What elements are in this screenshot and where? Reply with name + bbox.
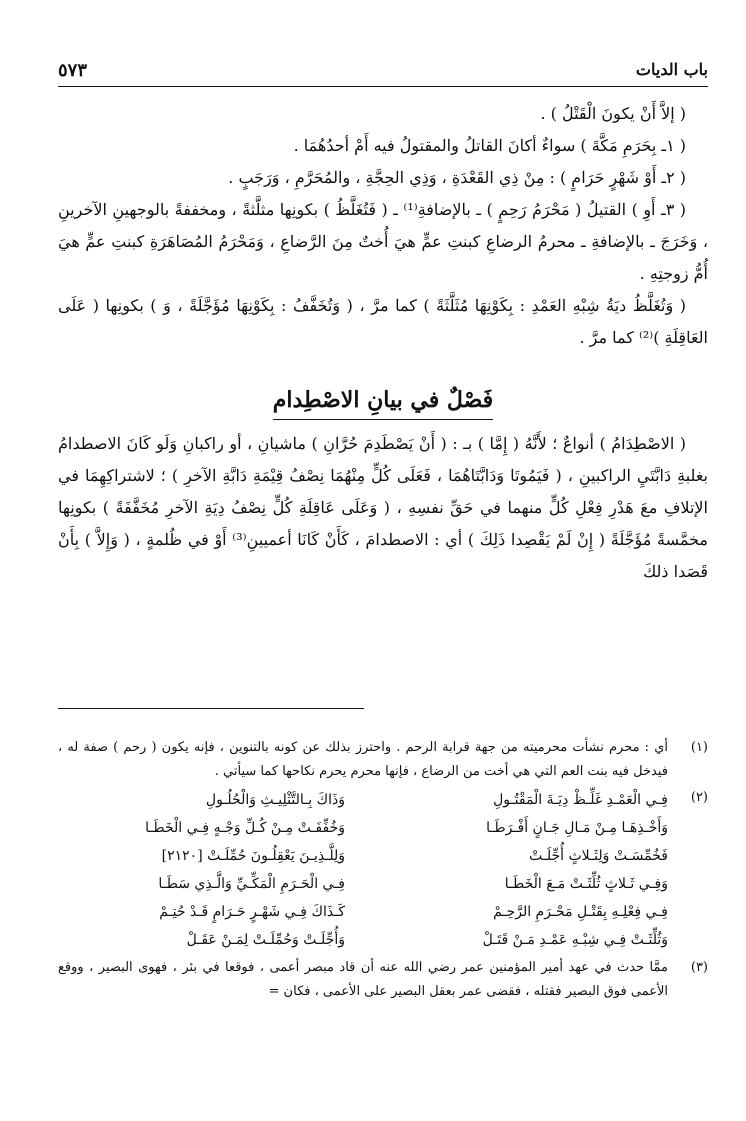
book-page	[58, 56, 709, 999]
poem-hemistich: فِـي فِعْلِـهِ بِقَتْـلِ مَحْـرَمِ الرَّحِـمْ	[493, 904, 668, 920]
footnote-text: أي : محرم نشأت محرميته من جهة قرابة الرحم . واحترز بذلك عن كونه بالتنوين ، فإنه يكون ( رحم ) صفة له ، فيدخل فيه بنت العم التي هي أخت من الرضاع ، فإنها محرم يحرم نكاحها كما سيأتي .	[58, 740, 668, 779]
footnotes	[58, 736, 708, 1004]
chapter-title: باب الديات	[635, 60, 708, 79]
footnote-1	[58, 736, 708, 784]
poem-hemistich: كَـذَاكَ فِـي شَهْـرٍ حَـرَامٍ قَـدْ حُتِـمْ	[159, 904, 345, 920]
footnote-text: ممَّا حدث في عهد أمير المؤمنين عمر رضي الله عنه أن قاد مبصر أعمى ، فوقعا في بئر ، فهوى البصير ، ووقع الأعمى فوق البصير فقتله ، فقضى عمر بعقل البصير على الأعمى ، فكان =	[58, 960, 668, 999]
header-rule	[58, 86, 708, 87]
poem-hemistich: وَأَخْـذِهَـا مِـنْ مَـالِ جَـانٍ أَفْـرَطَـا	[486, 820, 668, 836]
paragraph: ( إلاَّ أَنْ يكونَ الْقَتْلُ ) .	[540, 104, 686, 123]
poem-hemistich: وَلِلَّـذِيـنَ يَعْقِلُـونَ حُمِّلَـتْ [٢١٢٠]	[161, 848, 345, 864]
footnote-number: (١)	[690, 740, 708, 755]
page-header	[58, 56, 708, 86]
footnote-number: (٣)	[690, 960, 708, 975]
footnote-number: (٢)	[690, 790, 708, 805]
poem-hemistich: فِـي الْحَـرَمِ الْمَكِّـيِّ وَالَّـذِي سَطَـا	[158, 876, 345, 892]
section-heading-text: فَصْلٌ في بيانِ الاصْطِدام	[273, 387, 493, 420]
poem-hemistich: وَثُلِّثَـتْ فِـي شِبْـهِ عَمْـدِ مَـنْ قَتَـلْ	[482, 932, 668, 948]
paragraph: ( وَتُغَلَّظُ ديَةُ شِبْهِ العَمْدِ : بِكَوْنِهَا مُثَلَّثَةً ) كما مرَّ ، ( وَتُخَفَّفُ : بِكَوْنِهَا مُؤَجَّلَةً ، وَ ) بكونِها ( عَلَى العَاقِلَةِ )⁽²⁾ كما مرَّ .	[58, 296, 708, 347]
paragraph: ( ٣ـ أَوِ ) القتيلُ ( مَحْرَمُ رَحِمٍ ) ـ بالإضافةِ⁽¹⁾ ـ ( فَتُغَلَّظُ ) بكونِها مثلَّثةً ، ومخففةً بالوجهينِ الآخرينِ ، وَخَرَجَ ـ بالإضافةِ ـ محرمُ الرضاعِ كبنتِ عمٍّ هيَ أُختٌ مِنَ الرَّضاعِ ، وَمَحْرَمُ المُصَاهَرَةِ كبنتِ عمٍّ هيَ أُمُّ زوجتِهِ .	[58, 200, 708, 283]
footnote-separator	[58, 708, 364, 709]
poem-hemistich: وَفِـي ثَـلاثٍ ثُلِّثَـتْ مَـعَ الْخَطَـا	[504, 876, 668, 892]
paragraph: ( ١ـ بِحَرَمِ مَكَّةَ ) سواءٌ أكانَ القاتلُ والمقتولُ فيه أَمْ أحدُهُمَا .	[293, 136, 686, 155]
footnote-2	[58, 786, 708, 954]
poem-hemistich: وَأُجِّلَـتْ وَحُمِّلَـتْ لِمَـنْ عَقَـلْ	[186, 932, 345, 948]
section-paragraph: ( الاصْطِدَامُ ) أنواعٌ ؛ لأَنَّهُ ( إِمَّا ) بـ : ( أَنْ يَصْطَدِمَ حُرَّانِ ) ماشيانِ ، أو راكبانِ وَلَو كَانَ الاصطدامُ بغلبةِ دَابَّتَيِ الراكبينِ ، ( فَيَمُوتَا وَدَابَّتَاهُمَا ، فَعَلَى كُلٍّ مِنْهُمَا نِصْفُ قِيْمَةِ دَابَّةِ الآخرِ ) ؛ لاشتراكِهِمَا في الإتلافِ معَ هَدْرِ فِعْلِ كُلٍّ منهما في حَقِّ نفسِهِ ، ( وَعَلَى عَاقِلَةِ كُلٍّ نِصْفُ دِيَةِ الآخرِ مُخَفَّفَةً ) بكونِها مخمَّسةً مُؤَجَّلَةً ( إِنْ لَمْ يَقْصِدا ذَلِكَ ) أي : الاصطدامَ ، كَأَنْ كَانَا أعميينِ⁽³⁾ أَوْ في ظُلمةٍ ، ( وَإِلاَّ ) بِأَنْ قَصَدا ذلكَ	[58, 434, 709, 581]
poem-hemistich: فَخُمِّسَـتْ وَلِثَـلاثٍ أُجِّلَـتْ	[529, 848, 668, 864]
page-number: ٥٧٣	[58, 60, 88, 81]
main-text	[58, 98, 708, 588]
poem-hemistich: فِـي الْعَمْـدِ غَلِّـظْ دِيَـةَ الْمَقْتُـولِ	[493, 792, 668, 808]
poem-hemistich: وَذَاكَ بِـالتَّثْلِيـثِ وَالْحُلُـولِ	[205, 792, 345, 808]
paragraph: ( ٢ـ أَوْ شَهْرٍ حَرَامٍ ) : مِنْ ذِي القَعْدَةِ ، وَذِي الحِجَّةِ ، والمُحَرَّمِ ، وَرَجَبٍ .	[228, 168, 686, 187]
footnote-3	[58, 956, 708, 1004]
poem-hemistich: وَخُفِّفَـتْ مِـنْ كُـلِّ وَجْـهٍ فِـي الْخَطَـا	[145, 820, 345, 836]
section-heading	[58, 384, 708, 416]
poem	[58, 786, 668, 954]
